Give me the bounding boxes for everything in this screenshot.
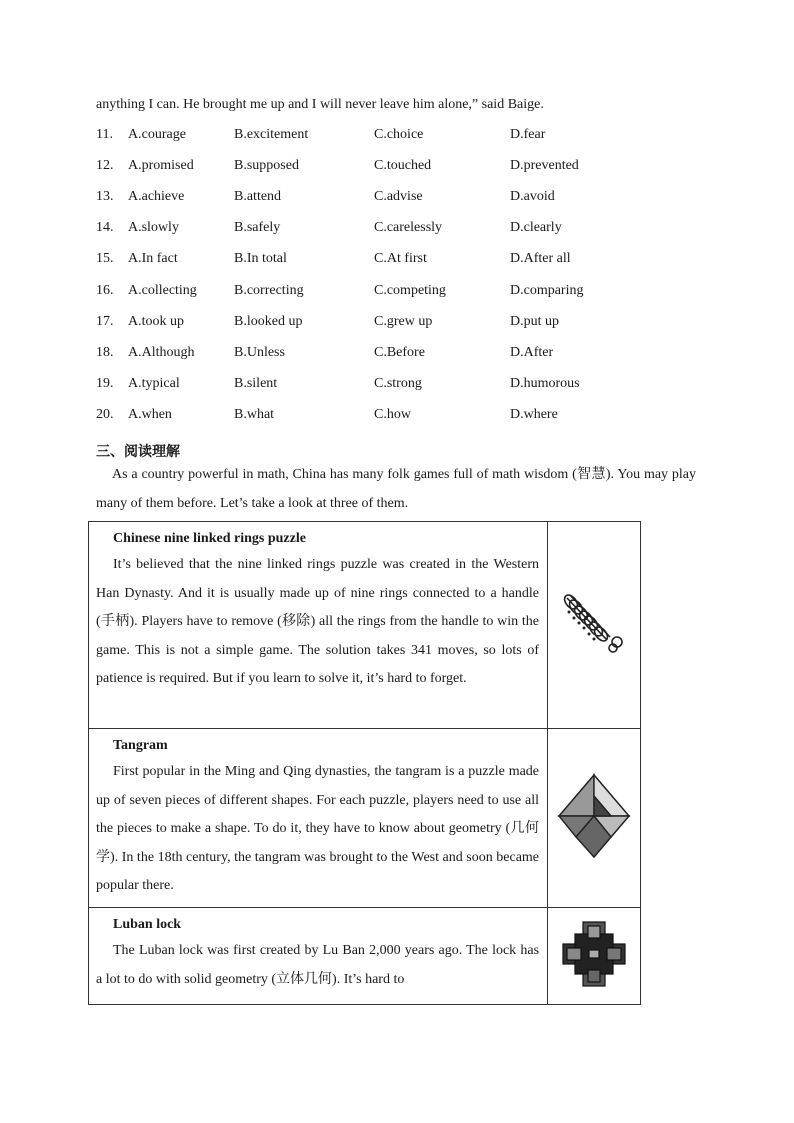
luban-lock-image xyxy=(553,914,635,994)
option-b: B.Unless xyxy=(234,344,285,360)
option-a: A.when xyxy=(128,406,172,422)
games-table xyxy=(88,521,641,1005)
question-number: 14. xyxy=(96,220,114,236)
game-description: It’s believed that the nine linked rings puzzle was created in the Western Han Dynasty. And it is usually made up of nine rings connected to a handle (手柄). Players have to remove (移除) all the rings from the handle to win the game. This is not a simple game. The solution takes 341 moves, so lots of patience is required. But if you learn to solve it, it’s hard to forget. xyxy=(96,557,540,686)
option-c: C.At first xyxy=(374,251,427,267)
option-d: D.where xyxy=(510,406,558,422)
question-row xyxy=(96,376,656,396)
option-c: C.Before xyxy=(374,344,425,360)
option-a: A.collecting xyxy=(128,282,197,298)
option-c: C.carelessly xyxy=(374,220,443,236)
question-number: 19. xyxy=(96,375,114,391)
table-row xyxy=(89,729,641,908)
option-b: B.looked up xyxy=(234,313,303,329)
option-b: B.silent xyxy=(234,375,278,391)
table-row xyxy=(89,522,641,729)
question-number: 13. xyxy=(96,189,114,205)
question-row xyxy=(96,158,656,178)
option-b: B.excitement xyxy=(234,127,309,142)
question-number: 12. xyxy=(96,158,114,174)
option-d: D.avoid xyxy=(510,189,555,205)
option-c: C.how xyxy=(374,406,411,422)
section-title: 三、阅读理解 xyxy=(96,444,180,460)
option-a: A.achieve xyxy=(128,189,185,205)
option-c: C.grew up xyxy=(374,313,433,329)
option-c: C.advise xyxy=(374,189,423,205)
question-row xyxy=(96,220,656,240)
passage-continuation: anything I can. He brought me up and I will never leave him alone,” said Baige. xyxy=(96,97,544,112)
option-a: A.In fact xyxy=(128,251,178,267)
game-description: First popular in the Ming and Qing dynasties, the tangram is a puzzle made up of seven pieces of different shapes. For each puzzle, players need to use all the pieces to make a shape. To do it, they have to know about geometry (几何学). In the 18th century, the tangram was brought to the West and soon became popular there. xyxy=(96,764,540,893)
option-c: C.choice xyxy=(374,127,424,142)
question-number: 20. xyxy=(96,406,114,422)
option-d: D.fear xyxy=(510,127,546,142)
option-a: A.took up xyxy=(128,313,184,329)
reading-intro: As a country powerful in math, China has many folk games full of math wisdom (智慧). You may play many of them before. Let’s take a look at three of them. xyxy=(96,467,696,511)
question-row xyxy=(96,345,656,365)
option-b: B.safely xyxy=(234,220,281,236)
table-row xyxy=(89,908,641,1005)
option-d: D.After xyxy=(510,344,554,360)
question-number: 18. xyxy=(96,344,114,360)
game-description: The Luban lock was first created by Lu Ban 2,000 years ago. The lock has a lot to do with solid geometry (立体几何). It’s hard to xyxy=(96,943,540,987)
option-d: D.humorous xyxy=(510,375,580,391)
question-row xyxy=(96,127,656,147)
question-row xyxy=(96,251,656,271)
option-a: A.courage xyxy=(128,127,186,142)
question-row xyxy=(96,189,656,209)
option-b: B.what xyxy=(234,406,275,422)
option-b: B.correcting xyxy=(234,282,304,298)
option-a: A.slowly xyxy=(128,220,179,236)
option-d: D.clearly xyxy=(510,220,562,236)
question-number: 15. xyxy=(96,251,114,267)
option-c: C.touched xyxy=(374,158,432,174)
question-row xyxy=(96,407,656,427)
question-row xyxy=(96,283,656,303)
option-d: D.prevented xyxy=(510,158,579,174)
option-c: C.competing xyxy=(374,282,446,298)
option-d: D.comparing xyxy=(510,282,584,298)
option-b: B.supposed xyxy=(234,158,299,174)
question-row xyxy=(96,314,656,334)
option-b: B.In total xyxy=(234,251,287,267)
option-d: D.After all xyxy=(510,251,571,267)
question-number: 16. xyxy=(96,282,114,298)
game-title: Tangram xyxy=(113,738,168,753)
game-title: Luban lock xyxy=(113,917,182,932)
option-a: A.typical xyxy=(128,375,180,391)
game-title: Chinese nine linked rings puzzle xyxy=(113,531,306,546)
option-a: A.Although xyxy=(128,344,195,360)
question-number: 11. xyxy=(96,127,113,142)
option-a: A.promised xyxy=(128,158,194,174)
option-c: C.strong xyxy=(374,375,422,391)
option-b: B.attend xyxy=(234,189,282,205)
nine-linked-rings-image xyxy=(559,588,629,658)
tangram-image xyxy=(555,771,633,861)
question-number: 17. xyxy=(96,313,114,329)
option-d: D.put up xyxy=(510,313,559,329)
